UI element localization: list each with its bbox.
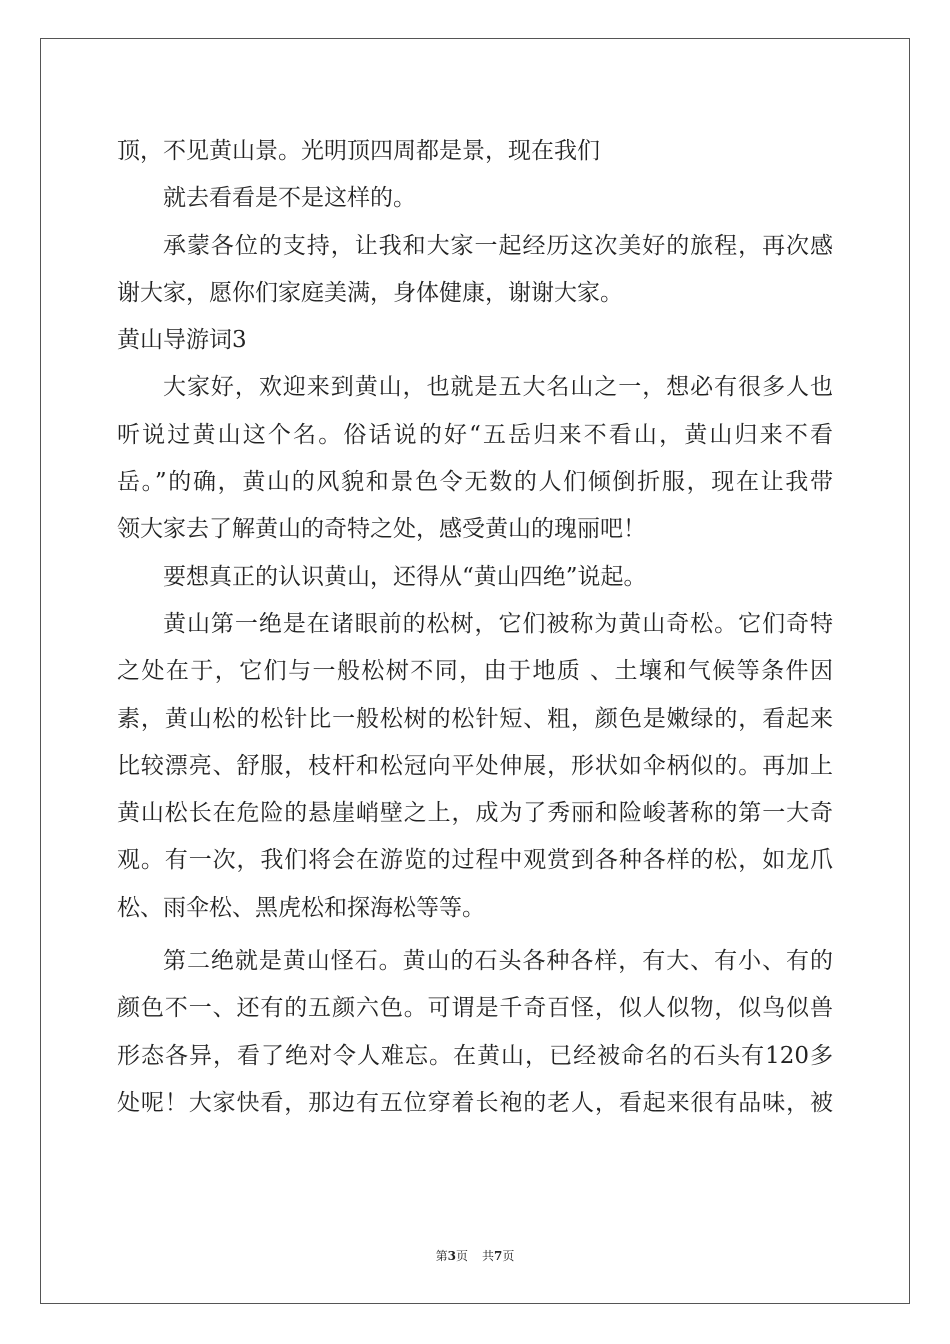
text-line: 领大家去了解黄山的奇特之处，感受黄山的瑰丽吧！ [117, 516, 646, 543]
text-line: 就去看看是不是这样的。 [163, 185, 416, 212]
section-heading: 黄山导游词3 [117, 327, 247, 354]
document-body [117, 128, 833, 1127]
page-footer [0, 1247, 950, 1264]
total-suffix: 页 [502, 1249, 515, 1263]
text-line: 听说过黄山这个名。俗话说的好“五岳归来不看山，黄山归来不看 [117, 421, 833, 448]
text-line: 黄山松长在危险的悬崖峭壁之上，成为了秀丽和险峻著称的第一大奇 [117, 800, 833, 827]
text-line: 岳。”的确，黄山的风貌和景色令无数的人们倾倒折服，现在让我带 [117, 469, 833, 496]
paragraph-start: 大家好，欢迎来到黄山，也就是五大名山之一，想必有很多人也 [163, 374, 833, 401]
text-line: 比较漂亮、舒服，枝杆和松冠向平处伸展，形状如伞柄似的。再加上 [117, 752, 833, 779]
text-line: 处呢！大家快看，那边有五位穿着长袍的老人，看起来很有品味，被 [117, 1089, 833, 1116]
paragraph-start: 第二绝就是黄山怪石。黄山的石头各种各样，有大、有小、有的 [163, 948, 833, 975]
text-line: 之处在于，它们与一般松树不同，由于地质 、土壤和气候等条件因 [117, 658, 833, 685]
text-line: 观。有一次，我们将会在游览的过程中观赏到各种各样的松，如龙爪 [117, 847, 833, 874]
text-line: 颜色不一、还有的五颜六色。可谓是千奇百怪，似人似物，似鸟似兽 [117, 995, 833, 1022]
text-line: 松、雨伞松、黑虎松和探海松等等。 [117, 894, 485, 921]
text-line: 素，黄山松的松针比一般松树的松针短、粗，颜色是嫩绿的，看起来 [117, 705, 833, 732]
paragraph-start: 承蒙各位的支持，让我和大家一起经历这次美好的旅程，再次感 [163, 232, 833, 259]
total-prefix: 共 [482, 1249, 495, 1263]
text-line: 顶，不见黄山景。光明顶四周都是景，现在我们 [117, 138, 600, 164]
text-line: 谢大家，愿你们家庭美满，身体健康，谢谢大家。 [117, 279, 623, 306]
paragraph-start: 黄山第一绝是在诸眼前的松树，它们被称为黄山奇松。它们奇特 [163, 610, 833, 637]
page-suffix: 页 [455, 1249, 468, 1263]
page-number: 3 [447, 1249, 456, 1263]
total-pages: 7 [494, 1249, 503, 1263]
text-line: 形态各异，看了绝对令人难忘。在黄山，已经被命名的石头有120多 [117, 1042, 833, 1069]
paragraph-start: 要想真正的认识黄山，还得从“黄山四绝”说起。 [163, 563, 647, 590]
page-prefix: 第 [435, 1249, 448, 1263]
